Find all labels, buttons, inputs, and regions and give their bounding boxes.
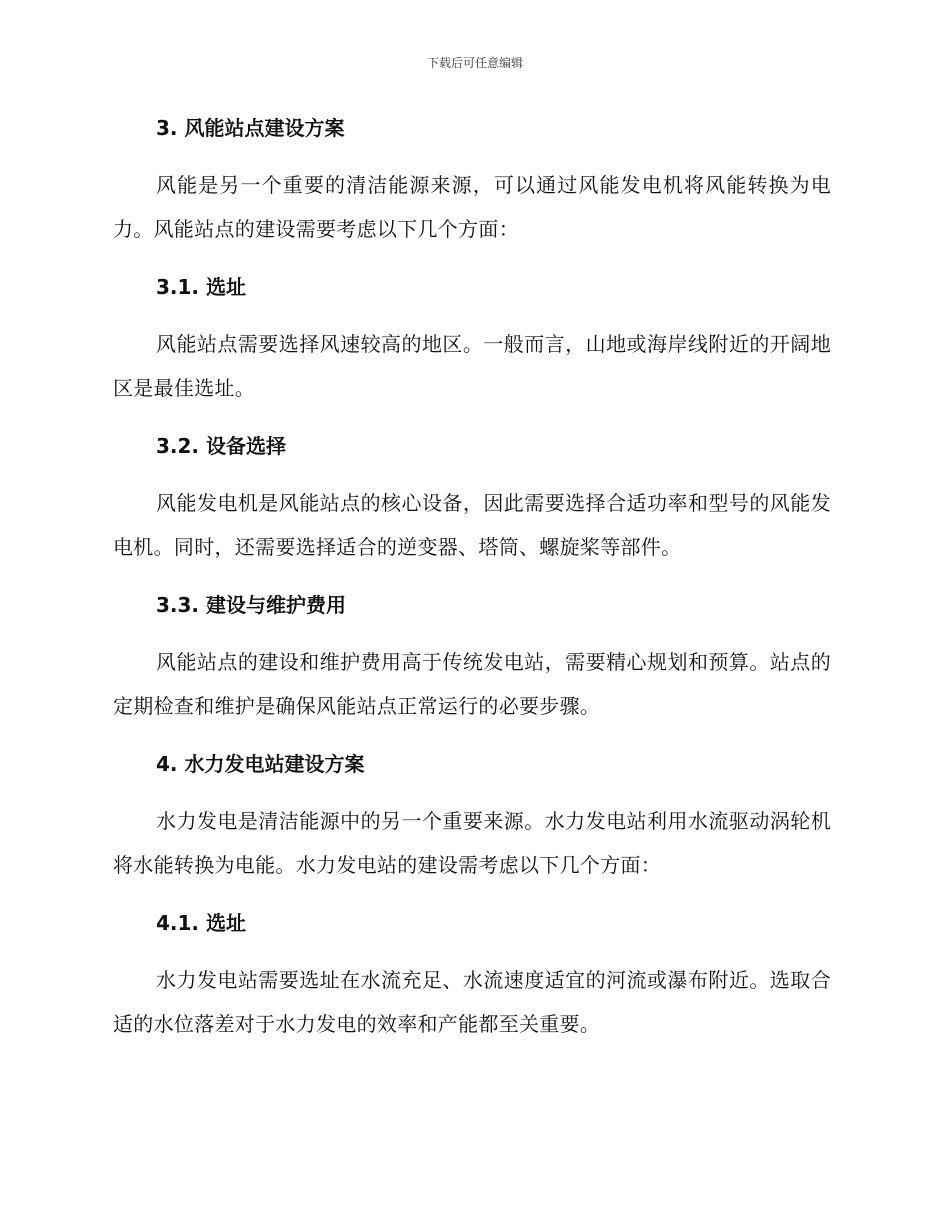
section-paragraph-3-1: 风能站点需要选择风速较高的地区。一般而言，山地或海岸线附近的开阔地区是最佳选址。 xyxy=(113,332,831,400)
section-paragraph-3-3: 风能站点的建设和维护费用高于传统发电站，需要精心规划和预算。站点的定期检查和维护是确保风能站点正常运行的必要步骤。 xyxy=(113,650,831,718)
section-paragraph-3-2: 风能发电机是风能站点的核心设备，因此需要选择合适功率和型号的风能发电机。同时，还需要选择适合的逆变器、塔筒、螺旋桨等部件。 xyxy=(113,491,831,559)
section-heading-4-1: 4.1. 选址 xyxy=(156,911,246,935)
section-paragraph-3: 风能是另一个重要的清洁能源来源，可以通过风能发电机将风能转换为电力。风能站点的建设需要考虑以下几个方面： xyxy=(113,173,831,241)
section-heading-3-2: 3.2. 设备选择 xyxy=(156,434,286,458)
section-heading-4: 4. 水力发电站建设方案 xyxy=(156,752,365,776)
section-paragraph-4: 水力发电是清洁能源中的另一个重要来源。水力发电站利用水流驱动涡轮机将水能转换为电能。水力发电站的建设需考虑以下几个方面： xyxy=(113,809,831,877)
header-note: 下载后可任意编辑 xyxy=(426,56,523,70)
section-heading-3: 3. 风能站点建设方案 xyxy=(156,116,345,140)
section-heading-3-3: 3.3. 建设与维护费用 xyxy=(156,593,346,617)
document-body xyxy=(113,112,831,1046)
section-paragraph-4-1: 水力发电站需要选址在水流充足、水流速度适宜的河流或瀑布附近。选取合适的水位落差对于水力发电的效率和产能都至关重要。 xyxy=(113,968,831,1036)
section-heading-3-1: 3.1. 选址 xyxy=(156,275,246,299)
